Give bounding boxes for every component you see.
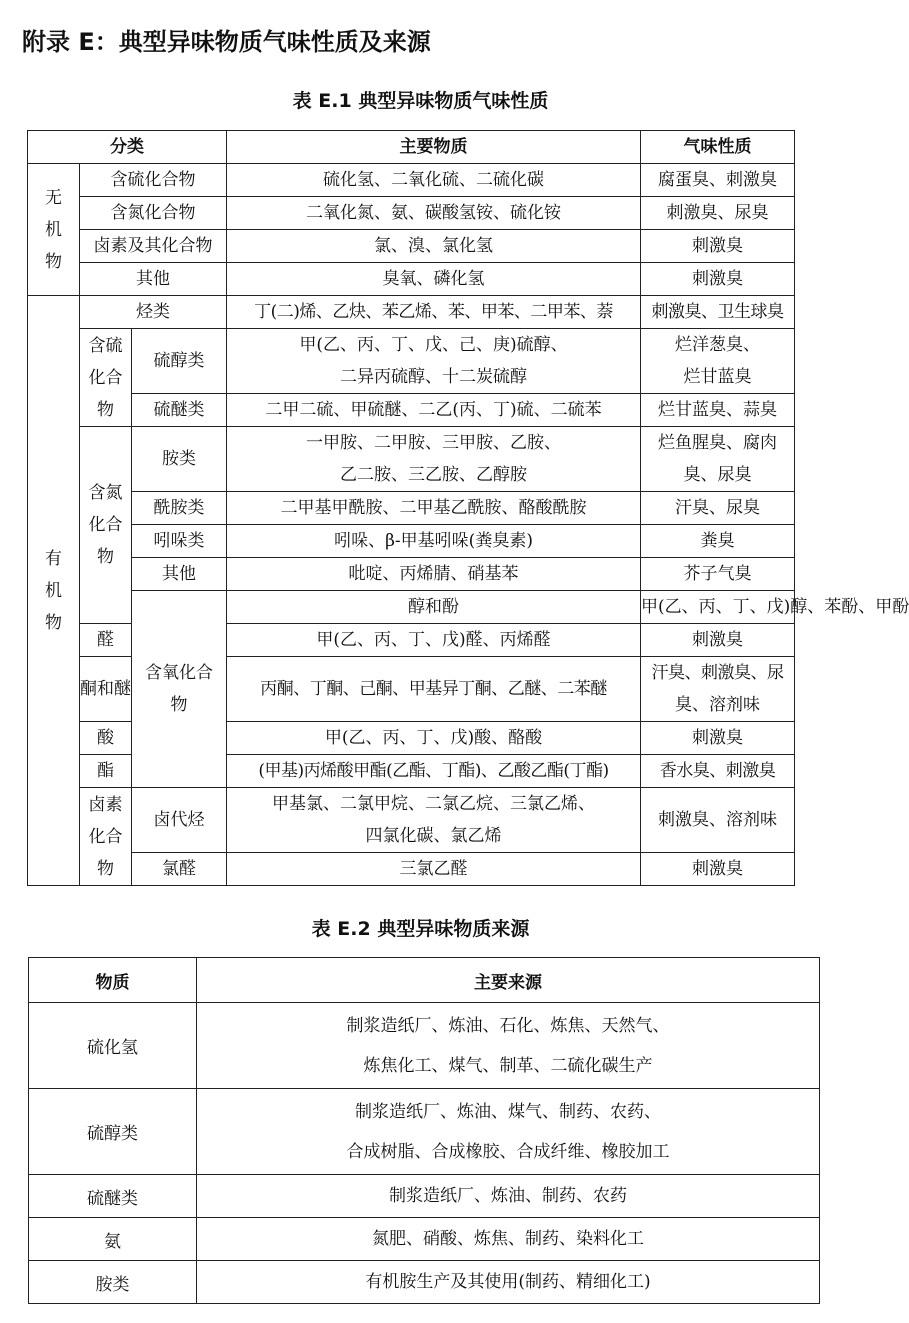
table-row bbox=[28, 263, 795, 296]
odor-cell: 刺激臭、尿臭 bbox=[641, 197, 795, 230]
odor-cell: 腐蛋臭、刺激臭 bbox=[641, 164, 795, 197]
odor-cell: 香水臭、刺激臭 bbox=[641, 755, 795, 788]
subcategory-cell: 醇和酚 bbox=[227, 591, 641, 624]
subcategory-cell: 酯 bbox=[80, 755, 132, 788]
subcategory-cell: 吲哚类 bbox=[132, 525, 227, 558]
table-row bbox=[28, 558, 795, 591]
subcategory-cell: 卤代烃 bbox=[132, 788, 227, 853]
appendix-title: 附录 E：典型异味物质气味性质及来源 bbox=[22, 28, 431, 56]
odor-cell: 烂甘蓝臭、蒜臭 bbox=[641, 394, 795, 427]
table1-caption: 表 E.1 典型异味物质气味性质 bbox=[292, 90, 549, 112]
group-organic-oxygen: 含氧化合物 bbox=[132, 591, 227, 788]
table-row bbox=[29, 1218, 820, 1261]
subcategory-cell: 含氮化合物 bbox=[80, 197, 227, 230]
group-inorganic: 无机物 bbox=[28, 164, 80, 296]
subcategory-cell: 氯醛 bbox=[132, 853, 227, 886]
substances-cell: 丁(二)烯、乙炔、苯乙烯、苯、甲苯、二甲苯、萘 bbox=[227, 296, 641, 329]
odor-line: 烂甘蓝臭 bbox=[683, 367, 752, 387]
sources-line: 合成树脂、合成橡胶、合成纤维、橡胶加工 bbox=[346, 1141, 670, 1162]
substances-line: 一甲胺、二甲胺、三甲胺、乙胺、 bbox=[306, 433, 562, 453]
substances-cell: 吲哚、β-甲基吲哚(粪臭素) bbox=[227, 525, 641, 558]
substances-line: 乙二胺、三乙胺、乙醇胺 bbox=[340, 465, 528, 485]
odor-line: 臭、尿臭 bbox=[683, 465, 752, 485]
subcategory-cell: 其他 bbox=[132, 558, 227, 591]
odor-cell: 刺激臭 bbox=[641, 853, 795, 886]
subcategory-cell: 硫醇类 bbox=[132, 329, 227, 394]
substance-cell: 氨 bbox=[29, 1218, 197, 1261]
substances-cell: 硫化氢、二氧化硫、二硫化碳 bbox=[227, 164, 641, 197]
odor-properties-table bbox=[27, 130, 909, 886]
subcategory-cell: 酮和醚 bbox=[80, 657, 132, 722]
substances-cell: 二甲基甲酰胺、二甲基乙酰胺、酪酸酰胺 bbox=[227, 492, 641, 525]
table-header-row bbox=[29, 958, 820, 1003]
table-row bbox=[29, 1175, 820, 1218]
odor-cell: 刺激臭、卫生球臭 bbox=[641, 296, 795, 329]
sources-line: 有机胺生产及其使用(制药、精细化工) bbox=[365, 1272, 651, 1292]
substances-cell: 甲(乙、丙、丁、戊)酸、酪酸 bbox=[227, 722, 641, 755]
substances-cell bbox=[227, 427, 641, 492]
table2-caption: 表 E.2 典型异味物质来源 bbox=[311, 918, 530, 940]
group-organic: 有机物 bbox=[28, 296, 80, 886]
subcategory-cell: 酸 bbox=[80, 722, 132, 755]
odor-line: 烂洋葱臭、 bbox=[675, 335, 761, 355]
substances-cell: 丙酮、丁酮、己酮、甲基异丁酮、乙醚、二苯醚 bbox=[227, 657, 641, 722]
sources-line: 氮肥、硝酸、炼焦、制药、染料化工 bbox=[372, 1229, 644, 1249]
table-row bbox=[28, 591, 795, 624]
header-odor: 气味性质 bbox=[641, 131, 795, 164]
odor-line: 烂鱼腥臭、腐肉 bbox=[658, 433, 778, 453]
header-category: 分类 bbox=[28, 131, 227, 164]
sources-line: 炼焦化工、煤气、制革、二硫化碳生产 bbox=[363, 1055, 653, 1076]
subcategory-cell: 其他 bbox=[80, 263, 227, 296]
substances-cell: 甲(乙、丙、丁、戊)醛、丙烯醛 bbox=[227, 624, 641, 657]
substance-cell: 硫醚类 bbox=[29, 1175, 197, 1218]
substances-cell: 吡啶、丙烯腈、硝基苯 bbox=[227, 558, 641, 591]
substances-cell: 二甲二硫、甲硫醚、二乙(丙、丁)硫、二硫苯 bbox=[227, 394, 641, 427]
header-sources: 主要来源 bbox=[197, 958, 820, 1003]
odor-cell bbox=[641, 657, 795, 722]
table-row bbox=[28, 164, 795, 197]
substances-cell: 二氧化氮、氨、碳酸氢铵、硫化铵 bbox=[227, 197, 641, 230]
odor-cell: 刺激臭 bbox=[641, 263, 795, 296]
substances-line: 四氯化碳、氯乙烯 bbox=[365, 826, 502, 846]
odor-cell: 刺激臭 bbox=[641, 722, 795, 755]
group-organic-sulfur: 含硫化合物 bbox=[80, 329, 132, 427]
odor-cell: 汗臭、尿臭 bbox=[641, 492, 795, 525]
table-row bbox=[29, 1261, 820, 1304]
substances-cell: 甲(乙、丙、丁、戊)醇、苯酚、甲酚 bbox=[641, 591, 795, 624]
subcategory-cell: 酰胺类 bbox=[132, 492, 227, 525]
table-row bbox=[28, 492, 795, 525]
substances-line: 甲基氯、二氯甲烷、二氯乙烷、三氯乙烯、 bbox=[272, 794, 596, 814]
table-row bbox=[28, 525, 795, 558]
odor-cell: 刺激臭 bbox=[641, 624, 795, 657]
odor-cell: 刺激臭、溶剂味 bbox=[641, 788, 795, 853]
table-header-row bbox=[28, 131, 795, 164]
table-row bbox=[28, 197, 795, 230]
odor-cell: 刺激臭 bbox=[641, 230, 795, 263]
sources-cell bbox=[197, 1175, 820, 1218]
substance-cell: 胺类 bbox=[29, 1261, 197, 1304]
table-row bbox=[28, 427, 795, 492]
substances-line: 二异丙硫醇、十二炭硫醇 bbox=[340, 367, 528, 387]
sources-cell bbox=[197, 1261, 820, 1304]
table-row bbox=[28, 788, 795, 853]
sources-cell bbox=[197, 1003, 820, 1089]
substances-cell: 三氯乙醛 bbox=[227, 853, 641, 886]
table-row bbox=[28, 329, 795, 394]
sources-cell bbox=[197, 1089, 820, 1175]
group-organic-halogen: 卤素化合物 bbox=[80, 788, 132, 886]
odor-cell bbox=[641, 329, 795, 394]
table-row bbox=[28, 853, 795, 886]
sources-line: 制浆造纸厂、炼油、制药、农药 bbox=[389, 1186, 627, 1206]
table-row bbox=[29, 1089, 820, 1175]
subcategory-cell: 卤素及其化合物 bbox=[80, 230, 227, 263]
substance-cell: 硫化氢 bbox=[29, 1003, 197, 1089]
substances-cell bbox=[227, 788, 641, 853]
table-row bbox=[28, 296, 795, 329]
sources-cell bbox=[197, 1218, 820, 1261]
subcategory-cell: 含硫化合物 bbox=[80, 164, 227, 197]
subcategory-cell: 醛 bbox=[80, 624, 132, 657]
substances-cell bbox=[227, 329, 641, 394]
odor-line: 汗臭、刺激臭、尿 bbox=[651, 663, 784, 683]
subcategory-cell: 硫醚类 bbox=[132, 394, 227, 427]
odor-line: 臭、溶剂味 bbox=[675, 695, 761, 715]
subcategory-cell: 胺类 bbox=[132, 427, 227, 492]
table-row bbox=[29, 1003, 820, 1089]
substance-cell: 硫醇类 bbox=[29, 1089, 197, 1175]
table-row bbox=[28, 394, 795, 427]
odor-cell: 粪臭 bbox=[641, 525, 795, 558]
odor-cell bbox=[641, 427, 795, 492]
subcategory-cell: 烃类 bbox=[80, 296, 227, 329]
substances-line: 甲(乙、丙、丁、戊、己、庚)硫醇、 bbox=[299, 335, 568, 355]
substances-cell: (甲基)丙烯酸甲酯(乙酯、丁酯)、乙酸乙酯(丁酯) bbox=[227, 755, 641, 788]
sources-line: 制浆造纸厂、炼油、石化、炼焦、天然气、 bbox=[346, 1015, 670, 1036]
sources-line: 制浆造纸厂、炼油、煤气、制药、农药、 bbox=[355, 1101, 661, 1122]
odor-cell: 芥子气臭 bbox=[641, 558, 795, 591]
header-substances: 主要物质 bbox=[227, 131, 641, 164]
table-row bbox=[28, 230, 795, 263]
header-substance: 物质 bbox=[29, 958, 197, 1003]
substances-cell: 氯、溴、氯化氢 bbox=[227, 230, 641, 263]
odor-sources-table bbox=[28, 957, 820, 1304]
substances-cell: 臭氧、磷化氢 bbox=[227, 263, 641, 296]
group-organic-nitrogen: 含氮化合物 bbox=[80, 427, 132, 624]
